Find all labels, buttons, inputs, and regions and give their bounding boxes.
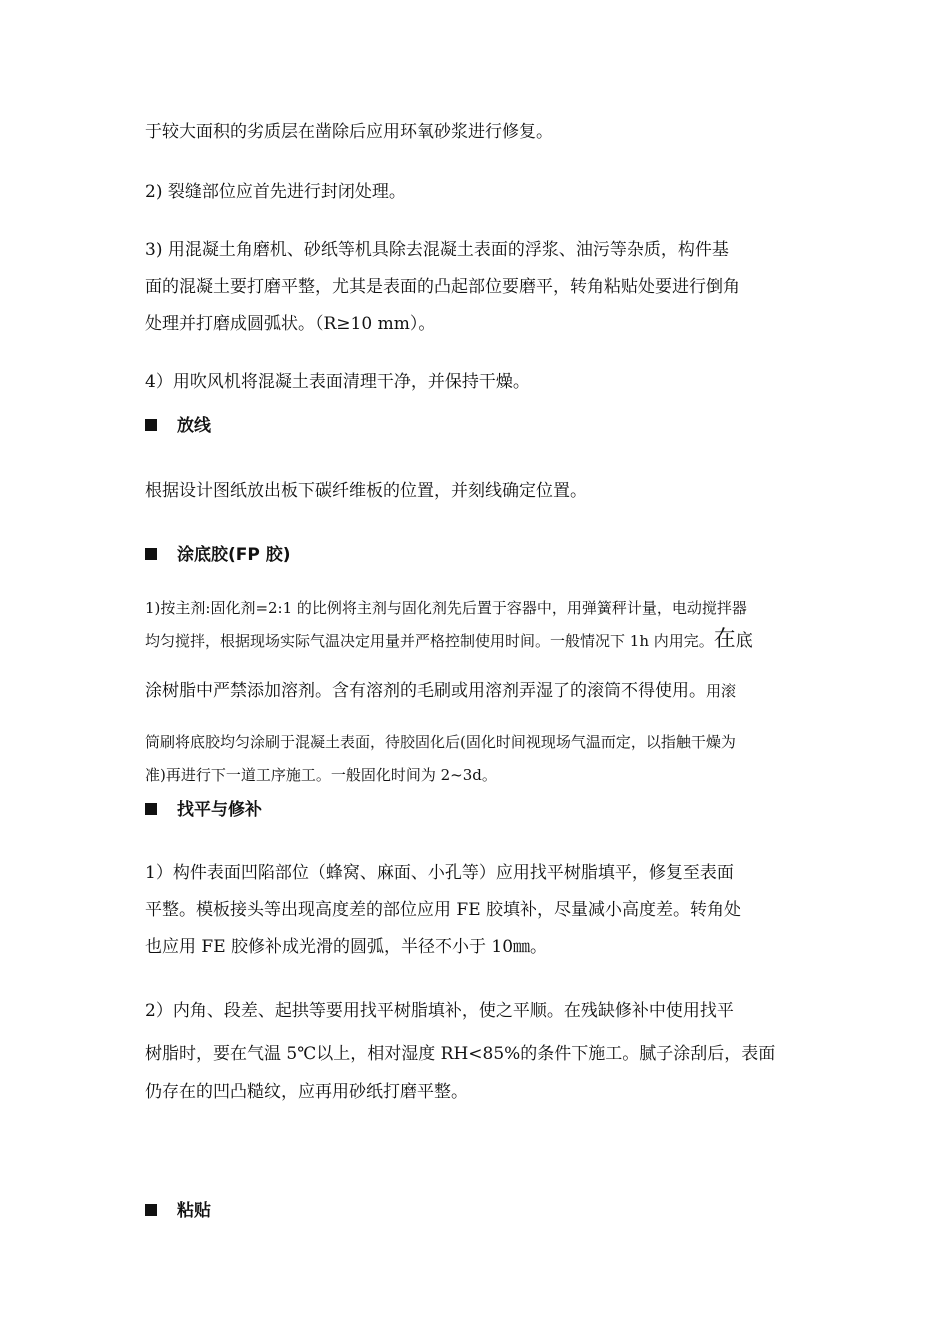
text-line: 准)再进行下一道工序施工。一般固化时间为 2~3d。 bbox=[145, 766, 497, 784]
section-heading-bonding bbox=[145, 1200, 211, 1222]
section-heading-leveling bbox=[145, 799, 262, 821]
text-span: 用滚 bbox=[706, 682, 737, 700]
text-span: 在 bbox=[713, 627, 736, 652]
text-line: 筒刷将底胶均匀涂刷于混凝土表面，待胶固化后(固化时间视现场气温而定，以指触干燥为 bbox=[145, 733, 736, 751]
text-line: 根据设计图纸放出板下碳纤维板的位置，并刻线确定位置。 bbox=[145, 481, 587, 501]
text-line: 3) 用混凝土角磨机、砂纸等机具除去混凝土表面的浮浆、油污等杂质，构件基 bbox=[145, 240, 729, 260]
section-heading-fangxian bbox=[145, 415, 211, 437]
text-line bbox=[145, 629, 753, 652]
text-line: 仍存在的凹凸糙纹，应再用砂纸打磨平整。 bbox=[145, 1082, 468, 1102]
text-line: 2）内角、段差、起拱等要用找平树脂填补，使之平顺。在残缺修补中使用找平 bbox=[145, 1001, 734, 1021]
square-bullet-icon bbox=[145, 419, 157, 431]
heading-text: 涂底胶(FP 胶) bbox=[177, 545, 291, 565]
heading-text: 放线 bbox=[177, 416, 211, 436]
text-line: 处理并打磨成圆弧状。（R≥10 mm）。 bbox=[145, 314, 436, 334]
square-bullet-icon bbox=[145, 803, 157, 815]
text-span: 涂树脂中严禁添加溶剂。含有溶剂的毛刷或用溶剂弄湿了的滚筒不得使用。 bbox=[145, 681, 706, 701]
text-line: 于较大面积的劣质层在凿除后应用环氧砂浆进行修复。 bbox=[145, 122, 553, 142]
section-heading-primer bbox=[145, 544, 291, 566]
text-line: 1）构件表面凹陷部位（蜂窝、麻面、小孔等）应用找平树脂填平，修复至表面 bbox=[145, 863, 734, 883]
text-span: 均匀搅拌，根据现场实际气温决定用量并严格控制使用时间。一般情况下 1h 内用完。 bbox=[145, 632, 714, 650]
text-line bbox=[145, 680, 736, 702]
text-span: 底 bbox=[735, 631, 753, 651]
text-line: 2) 裂缝部位应首先进行封闭处理。 bbox=[145, 182, 406, 202]
text-line: 1)按主剂:固化剂=2:1 的比例将主剂与固化剂先后置于容器中，用弹簧秤计量，电动搅拌器 bbox=[145, 599, 747, 617]
text-line: 树脂时，要在气温 5℃以上，相对湿度 RH<85%的条件下施工。腻子涂刮后，表面 bbox=[145, 1044, 776, 1064]
text-line: 4）用吹风机将混凝土表面清理干净，并保持干燥。 bbox=[145, 372, 530, 392]
text-line: 面的混凝土要打磨平整，尤其是表面的凸起部位要磨平，转角粘贴处要进行倒角 bbox=[145, 277, 740, 297]
text-line: 平整。模板接头等出现高度差的部位应用 FE 胶填补，尽量减小高度差。转角处 bbox=[145, 900, 742, 920]
square-bullet-icon bbox=[145, 548, 157, 560]
heading-text: 粘贴 bbox=[177, 1201, 211, 1221]
heading-text: 找平与修补 bbox=[177, 800, 262, 820]
text-line: 也应用 FE 胶修补成光滑的圆弧，半径不小于 10㎜。 bbox=[145, 937, 548, 957]
square-bullet-icon bbox=[145, 1204, 157, 1216]
